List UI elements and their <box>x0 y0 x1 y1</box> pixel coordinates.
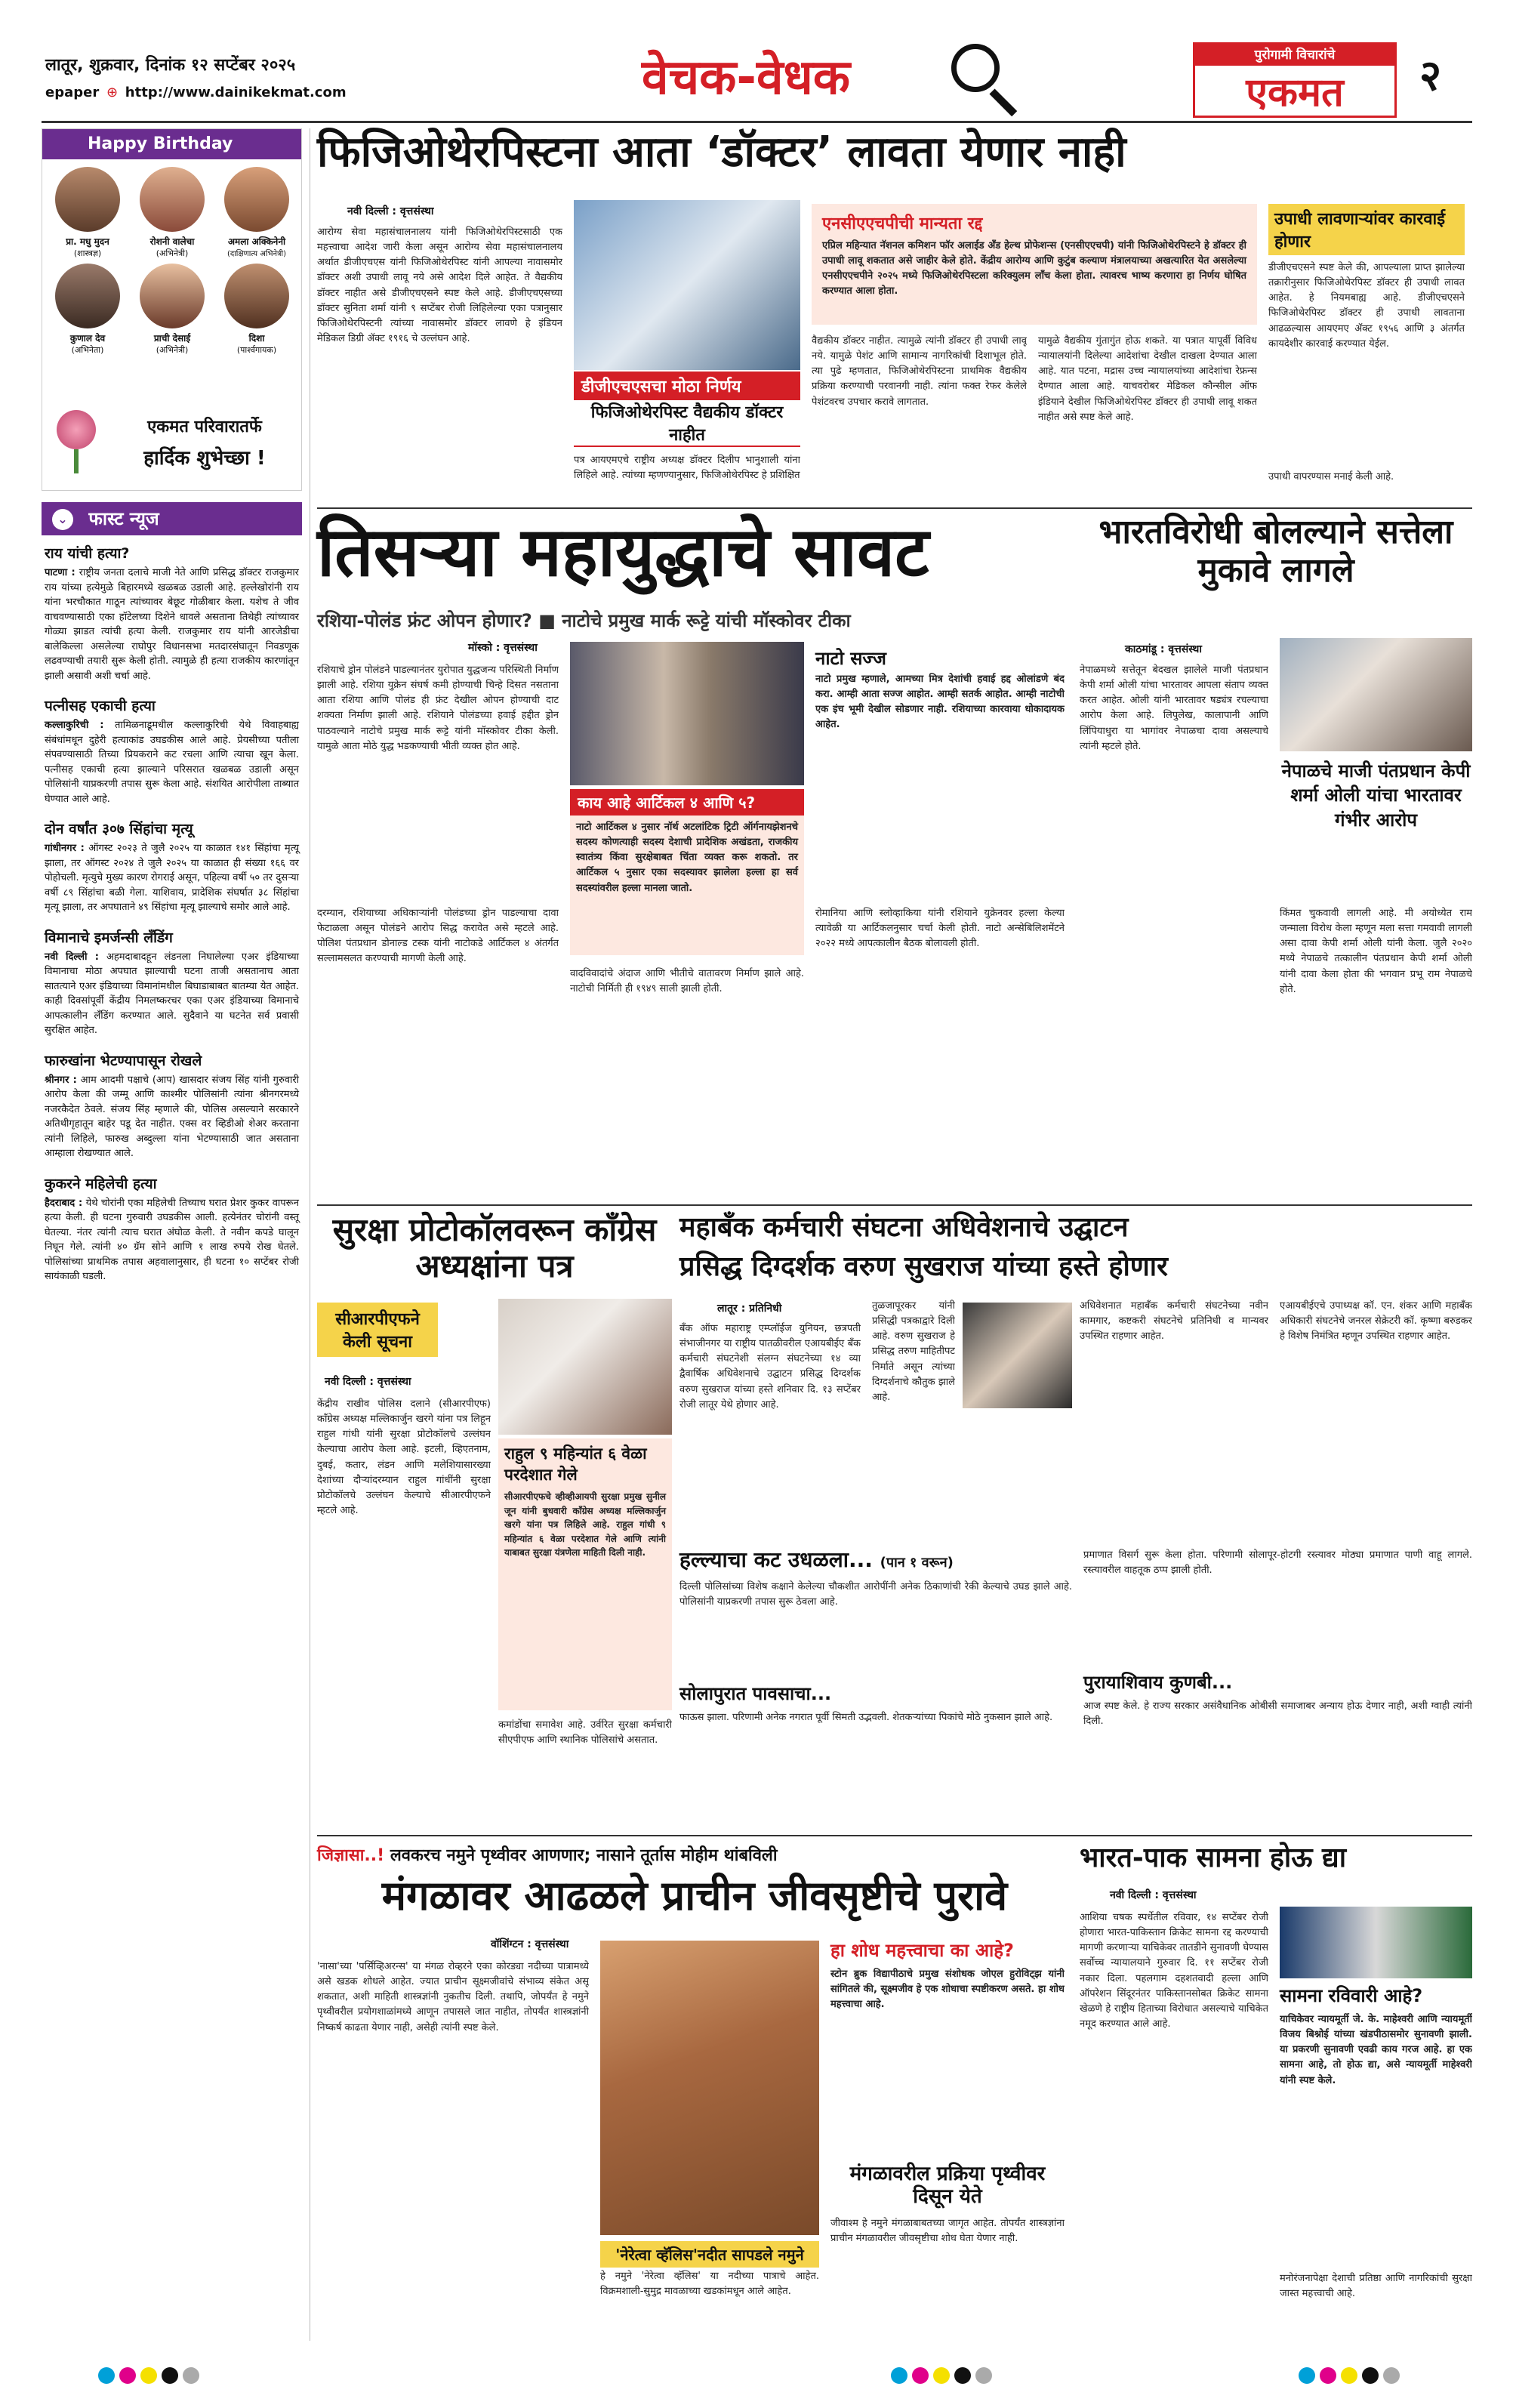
ww3-headline: तिसऱ्या महायुद्धाचे सावट <box>317 513 929 592</box>
brand-logo <box>1193 42 1397 118</box>
news-title: राय यांची हत्या? <box>45 545 130 562</box>
section-logo <box>642 36 1034 112</box>
story-rahul <box>317 1212 672 1831</box>
banner-tag: जिज्ञासा..! <box>317 1846 385 1865</box>
epaper-url[interactable]: http://www.dainikekmat.com <box>125 85 347 100</box>
fast-news-panel <box>42 502 302 2337</box>
indpak-box-title: सामना रविवारी आहे? <box>1280 1985 1423 2006</box>
person-role: (दाक्षिणात्य अभिनेत्री) <box>226 250 287 258</box>
attack-text: दिल्ली पोलिसांच्या विशेष कक्षाने केलेल्या चौकशीत आरोपींनी अनेक ठिकाणांची रेकी केल्याचे उघड झाले आहे. पोलिसांनी याप्रकरणी तपास सुरू ठेवला आहे. <box>679 1581 1072 1608</box>
life-photo-text: हे नमुने 'नेरेत्वा व्हॅलिस' या नदीच्या पात्राचे आहेत. विक्रमशाली-सुमुद्र मावळाच्या खडकांमधून आले आहेत. <box>600 2271 819 2298</box>
person-name: रोशनी वालेचा <box>149 236 195 247</box>
person-name: प्रा. मधु मुदन <box>66 236 109 247</box>
bank-col-1: बँक ऑफ महाराष्ट्र एम्प्लॉईज युनियन, छत्रपती संभाजीनगर या राष्ट्रीय पातळीवरील एआयबीईए बँक कर्मचारी संघटनेशी संलग्न संघटनेच्या १४ व्या द्वैवार्षिक अधिवेशनाचे उद्घाटन प्रसिद्ध दिग्दर्शक वरुण सुखराज यांच्या हस्ते शनिवार दि. १३ सप्टेंबर रोजी लातूर येथे होणार आहे. <box>679 1323 861 1411</box>
person-role: (अभिनेता) <box>71 345 104 355</box>
registration-marks-right <box>1299 2367 1404 2387</box>
news-title: कुकरने महिलेची हत्या <box>45 1175 157 1192</box>
birthday-person <box>216 167 297 259</box>
rahul-box-text: सीआरपीएफचे व्हीव्हीआयपी सुरक्षा प्रमुख सुनील जून यांनी बुधवारी काँग्रेस अध्यक्ष मल्लिकार्जुन खरगे यांना पत्र लिहिले आहे. राहुल गांधी ९ महिन्यांत ६ वेळा परदेशात गेले आणि त्यांनी याबाबत सुरक्षा यंत्रणेला माहिती दिली नाही. <box>504 1491 666 1559</box>
avatar <box>140 264 205 328</box>
indpak-photo <box>1280 1907 1472 1978</box>
ww3-nato-text: नाटो प्रमुख म्हणाले, आमच्या मित्र देशांची हवाई हद्द ओलांडणे बंद करा. आम्ही आता सज्ज आहोत. आम्ही सतर्क आहोत. आम्ही नाटोची एक इंच भूमी देखील सोडणार नाही. रशियाच्या कारवाया धोकादायक आहेत. <box>815 674 1065 731</box>
avatar <box>55 167 120 232</box>
story-bank <box>679 1212 1472 1544</box>
rahul-photo <box>498 1299 672 1435</box>
flower-icon <box>53 410 100 475</box>
ww3-box-title: काय आहे आर्टिकल ४ आणि ५? <box>570 789 804 816</box>
physio-caption-bottom: फिजिओथेरपिस्ट वैद्यकीय डॉक्टर नाहीत <box>574 400 800 447</box>
news-title: पत्नीसह एकाची हत्या <box>45 698 156 714</box>
rain-text: फाऊस झाला. परिणामी अनेक नगरात पूर्वी सिमती उद्भवली. शेतकऱ्यांच्या पिकांचे मोठे नुकसान झाले आहे. <box>679 1712 1053 1723</box>
physio-side-tail: उपाधी वापरण्यास मनाई केली आहे. <box>1268 471 1394 483</box>
attack-title: हल्ल्याचा कट उधळला... <box>679 1547 873 1572</box>
person-role: (अभिनेत्री) <box>156 345 189 355</box>
fast-news-item <box>42 695 302 806</box>
pur-title: पुरायाशिवाय कुणबी... <box>1083 1672 1233 1693</box>
fast-news-title: फास्ट न्यूज <box>88 508 159 529</box>
news-text: येथे चोरांनी एका महिलेची तिच्याच घरात प्रेशर कुकर वापरून हत्या केली. ही घटना गुरुवारी उघडकीस आली. हत्येनंतर चोरांनी वस्तू घेतल्या. नंतर त्यांनी त्याच घरात अंघोळ केली. ते नवीन कपडे घालून निघून गेले. त्यांनी ४० ग्रॅम सोने आणि १ लाख रुपये रोख घेतले. पोलिसांच्या प्राथमिक तपास अहवालानुसार, ही घटना १० सप्टेंबर रोजी सायंकाळी घडली. <box>45 1197 299 1282</box>
registration-marks-center <box>891 2367 997 2387</box>
person-role: (अभिनेत्री) <box>156 248 189 258</box>
indpak-dateline: नवी दिल्ली : वृत्तसंस्था <box>1110 1889 1197 1901</box>
bank-col-4: एआयबीईएचे उपाध्यक्ष कॉ. एन. शंकर आणि महाबँक अधिकारी संघटनेचे जनरल सेक्रेटरी कॉ. कृष्णा बरुडकर हे विशेष निमंत्रित म्हणून उपस्थित राहणार आहेत. <box>1280 1300 1472 1343</box>
life-headline: मंगळावर आढळले प्राचीन जीवसृष्टीचे पुरावे <box>381 1872 1008 1919</box>
physio-side-title: उपाधी लावणाऱ्यांवर कारवाई होणार <box>1268 204 1465 255</box>
news-dateline: हैदराबाद : <box>45 1197 83 1209</box>
indpak-box-text: याचिकेवर न्यायमूर्ती जे. के. माहेश्वरी आणि न्यायमूर्ती विजय बिश्नोई यांच्या खंडपीठासमोर सुनावणी झाली. या प्रकरणी सुनावणी एवढी काय गरज आहे. हा एक सामना आहे, तो होऊ द्या, असे न्यायमूर्ती माहेश्वरी यांनी स्पष्ट केले. <box>1280 2014 1472 2086</box>
birthday-person <box>131 167 213 259</box>
rahul-dateline: नवी दिल्ली : वृत्तसंस्था <box>325 1376 411 1388</box>
nepal-headline: भारतविरोधी बोलल्याने सत्तेला मुकावे लागले <box>1098 513 1453 590</box>
birthday-panel <box>42 128 302 491</box>
life-pr-text: जीवाश्म हे नमुने मंगळाबाबतच्या जागृत आहेत. तोपर्यंत शास्त्रज्ञांना प्राचीन मंगळावरील जीवसृष्टीचा शोध घेता येणार नाही. <box>830 2218 1065 2245</box>
indpak-col-1: आशिया चषक स्पर्धेतील रविवार, १४ सप्टेंबर रोजी होणारा भारत-पाकिस्तान क्रिकेट सामना रद्द करण्याची मागणी करणाऱ्या याचिकेवर तातडीने सुनावणी घेण्यास सर्वोच्च न्यायालयाने गुरुवार दि. ११ सप्टेंबर रोजी नकार दिला. पहलगाम दहशतवादी हल्ला आणि ऑपरेशन सिंदूरनंतर पाकिस्तानसोबत क्रिकेट सामना खेळणे हे राष्ट्रीय हिताच्या विरोधात असल्याचे याचिकेत नमूद करण्यात आले आहे. <box>1080 1912 1268 2030</box>
avatar <box>224 264 289 328</box>
fast-news-item <box>42 927 302 1038</box>
brand-tagline: पुरोगामी विचारांचे <box>1195 45 1394 66</box>
pur-text: आज स्पष्ट केले. हे राज्य सरकार असंवैधानिक ओबीसी समाजाबर अन्याय होऊ देणार नाही, अशी ग्वाही त्यांनी दिली. <box>1083 1700 1472 1728</box>
news-text: अहमदाबादहून लंडनला निघालेल्या एअर इंडियाच्या विमानाचा मोठा अपघात झाल्याची घटना ताजी असतानाच आता सातत्याने एअर इंडियाच्या विमानांमधील बिघाडाबाबत बातम्या येत आहेत. काही दिवसांपूर्वी केंद्रीय निमलष्करचर एका एअर इंडियाच्या विमानाचे आपत्कालीन लँडिंग करण्यात आले. सुदैवाने या घटनेत सर्व प्रवासी सुरक्षित आहेत. <box>45 951 299 1036</box>
page-number: २ <box>1419 51 1442 100</box>
person-name: प्राची देसाई <box>153 333 191 344</box>
story-physio <box>317 128 1472 506</box>
news-text: आम आदमी पक्षाचे (आप) खासदार संजय सिंह यांनी गुरुवारी आरोप केला की जम्मू आणि काश्मीर पोलिसांनी त्यांना श्रीनगरमध्ये नजरकैदेत ठेवले. संजय सिंह म्हणाले की, पोलिस असल्याने सरकारने अतिथीगृहातून बाहेर पडू देत नाहीत. एक्स वर व्हिडीओ शेअर करताना त्यांनी लिहिले, फारुख अब्दुल्ला यांना भेटण्यासाठी जात असताना आम्हाला रोखण्यात आले. <box>45 1074 300 1159</box>
rain-title: सोलापुरात पावसाचा... <box>679 1683 832 1704</box>
life-dateline: वॉशिंग्टन : वृत्तसंस्था <box>491 1938 569 1950</box>
news-title: विमानाचे इमर्जन्सी लँडिंग <box>45 929 173 946</box>
news-dateline: कल्लाकुरिची : <box>45 720 104 731</box>
attack-cont: (पान १ वरून) <box>880 1555 954 1571</box>
fast-news-item <box>42 819 302 915</box>
person-name: दिशा <box>248 333 265 344</box>
indpak-tail: मनोरंजनापेक्षा देशाची प्रतिष्ठा आणि नागरिकांची सुरक्षा जास्त महत्त्वाची आहे. <box>1280 2273 1472 2300</box>
birthday-person <box>47 264 128 356</box>
ww3-dateline: मॉस्को : वृत्तसंस्था <box>468 642 538 654</box>
section-logo-text: वेचक-वेधक <box>642 50 851 106</box>
news-title: फारुखांना भेटण्यापासून रोखले <box>45 1052 202 1069</box>
physio-side-text: डीजीएचएसने स्पष्ट केले की, आपल्याला प्राप्त झालेल्या तक्रारीनुसार फिजिओथेरपिस्ट डॉक्टर ही उपाधी लावत आहेत. हे नियमबाह्य आहे. डीजीएचएसने फिजिओथेरपिस्ट डॉक्टर ही उपाधी लावताना आढळल्यास आयएमए ॲक्ट १९५६ आणि ३ अंतर्गत कायदेशीर कारवाई करण्यात येईल. <box>1268 262 1465 350</box>
indpak-headline: भारत-पाक सामना होऊ द्या <box>1080 1842 1347 1873</box>
news-title: दोन वर्षांत ३०७ सिंहांचा मृत्यू <box>45 821 193 837</box>
physio-caption-top: डीजीएचएसचा मोठा निर्णय <box>574 372 800 400</box>
ww3-subhead: रशिया-पोलंड फ्रंट ओपन होणार? ■ नाटोचे प्रमुख मार्क रूट्टे यांची मॉस्कोवर टीका <box>317 610 851 631</box>
birthday-grid <box>47 167 297 356</box>
physio-headline: फिजिओथेरपिस्टना आता ‘डॉक्टर’ लावता येणार नाही <box>317 128 1126 177</box>
mars-photo <box>600 1941 819 2235</box>
physio-dateline: नवी दिल्ली : वृत्तसंस्था <box>347 205 434 217</box>
news-dateline: गांधीनगर : <box>45 843 85 854</box>
ww3-col-1: रशियाचे ड्रोन पोलंडने पाडल्यानंतर युरोपात युद्धजन्य परिस्थिती निर्माण झाली आहे. रशिया युक्रेन संघर्ष कमी होण्याची चिन्हे दिसत नसताना आता रशिया आणि पोलंड ही फ्रंट देखील ओपन होण्याची दाट शक्यता निर्माण झाली आहे. रशियाने पोलंडच्या हवाई हद्दीत ड्रोन पाठवल्याने नाटोचे प्रमुख मार्क रूट्टे यांनी मॉस्कोवर टीका केली. यामुळे आता मोठे युद्ध भडकण्याची भीती व्यक्त होत आहे. <box>317 664 559 752</box>
epaper-line <box>45 85 347 100</box>
bank-col-2: तुळजापूरकर यांनी प्रसिद्धी पत्रकाद्वारे दिली आहे. वरुण सुखराज हे प्रसिद्ध तरुण माहितीपट निर्माते असून त्यांच्या दिग्दर्शनाचे कौतुक झाले आहे. <box>872 1300 955 1403</box>
rahul-headline: सुरक्षा प्रोटोकॉलवरून काँग्रेस अध्यक्षांना पत्र <box>332 1211 657 1285</box>
brand-name: एकमत <box>1246 70 1344 116</box>
life-col-1: 'नासा'च्या 'पर्सिव्हिअरन्स' या मंगळ रोव्हरने एका कोरड्या नदीच्या पात्रामध्ये असे खडक शोधले आहेत. ज्यात प्राचीन सूक्ष्मजीवांचे संभाव्य संकेत असू शकतात, अशी माहिती शास्त्रज्ञांनी नुकतीच दिली. तथापि, जोपर्यंत हे नमुने पृथ्वीवरील प्रयोगशाळांमध्ये आणून तपासले जात नाहीत, तोपर्यंत शास्त्रज्ञांनी निष्कर्ष काढता येणार नाही, असेही त्यांनी स्पष्ट केले. <box>317 1961 589 2033</box>
rahul-col-1: केंद्रीय राखीव पोलिस दलाने (सीआरपीएफ) काँग्रेस अध्यक्ष मल्लिकार्जुन खरगे यांना पत्र लिहून राहुल गांधी यांनी सुरक्षा प्रोटोकॉलचे उल्लंघन केल्याचा आरोप केला आहे. इटली, व्हिएतनाम, दुबई, कतार, लंडन आणि मलेशियासारख्या देशांच्या दौऱ्यांदरम्यान राहुल गांधींनी सुरक्षा प्रोटोकॉलचे उल्लंघन केल्याचे सीआरपीएफने म्हटले आहे. <box>317 1398 491 1516</box>
magnifier-icon <box>951 44 1000 92</box>
fast-news-item <box>42 1173 302 1284</box>
news-dateline: श्रीनगर : <box>45 1074 77 1086</box>
bank-dateline: लातूर : प्रतिनिधी <box>717 1303 782 1315</box>
fast-news-item <box>42 1050 302 1161</box>
bank-headline-2: प्रसिद्ध दिग्दर्शक वरुण सुखराज यांच्या हस्ते होणार <box>679 1251 1168 1282</box>
avatar <box>224 167 289 232</box>
news-text: तामिळनाडूमधील कल्लाकुरिची येथे विवाहबाह्य संबंधांमधून दुहेरी हत्याकांड उघडकीस आले आहे. प्रेयसीच्या पतीला संपवण्यासाठी तिच्या प्रियकराने कट रचला आणि त्याचा खून केला. पत्नीसह एकाची हत्या झाल्याने परिसरात खळबळ उडाली असून पोलिसांनी याप्रकरणी तपास सुरू केला आहे. संशयित आरोपीला ताब्यात घेण्यात आले आहे. <box>45 720 300 805</box>
life-pr-title: मंगळावरील प्रक्रिया पृथ्वीवर दिसून येते <box>849 2163 1046 2208</box>
ww3-box-text: नाटो आर्टिकल ४ नुसार नॉर्थ अटलांटिक ट्रिटी ऑर्गनायझेशनचे सदस्य कोणत्याही सदस्य देशाची प्रादेशिक अखंडता, राजकीय स्वातंत्र्य किंवा सुरक्षेबाबत चिंता व्यक्त करू शकतो. तर आर्टिकल ५ नुसार एका सदस्यावर झालेला हल्ला हा सर्व सदस्यांवरील हल्ला मानला जातो. <box>576 822 798 894</box>
wish-line-2: हार्दिक शुभेच्छा ! <box>143 447 266 470</box>
nepal-col-3: किंमत चुकवावी लागली आहे. मी अयोध्येत राम जन्माला विरोध केला म्हणून मला सत्ता गमवावी लागली असा दावा केपी शर्मा ओली यांनी केला. जुलै २०२० मध्ये नेपाळचे तत्कालीन पंतप्रधान केपी शर्मा ओली यांनी दावा केला होता की भगवान प्रभू राम नेपाळचे होते. <box>1280 908 1472 995</box>
avatar <box>140 167 205 232</box>
news-text: ऑगस्ट २०२३ ते जुलै २०२५ या काळात १४१ सिंहांचा मृत्यू झाला, तर ऑगस्ट २०२४ ते जुलै २०२५ या काळात ही संख्या १६६ वर पोहोचली. मृत्युचे मुख्य कारण रोगराई असून, पहिल्या वर्षी ५० तर दुसऱ्या वर्षी ८९ सिंहांचा बळी गेला. याशिवाय, प्रादेशिक संघर्षात ३८ सिंहांचा मृत्यू झाला, तर अपघाताने ४९ सिंहांचा मृत्यू झाल्याचे समोर आले आहे. <box>45 843 299 913</box>
person-name: अमला अक्किनेनी <box>227 236 286 247</box>
birthday-wish <box>110 415 299 470</box>
story-life <box>317 1873 1072 2333</box>
masthead <box>0 0 1516 125</box>
fast-news-item <box>42 543 302 683</box>
physio-box-title: एनसीएएचपीची मान्यता रद्द <box>822 214 983 233</box>
rahul-box-title: राहुल ९ महिन्यांत ६ वेळा परदेशात गेले <box>504 1444 647 1484</box>
attack-headline <box>679 1548 954 1572</box>
physio-col-3: वैद्यकीय डॉक्टर नाहीत. त्यामुळे त्यांनी डॉक्टर ही उपाधी लावू नये. यामुळे पेशंट आणि सामान्य नागरिकांची दिशाभूल होते. त्या पुढे म्हणतात, फिजिओथेरपिस्टना प्राथमिक वैद्यकीय प्रक्रिया करण्याची परवानगी नाही. त्यांना फक्त रेफर केलेले पेशंटवरच उपचार करावे लागतात. <box>812 335 1027 408</box>
globe-icon: ⊕ <box>106 85 119 100</box>
physio-box <box>812 204 1257 325</box>
attack-right-text: प्रमाणात विसर्ग सुरू केला होता. परिणामी सोलापूर-होटगी रस्त्यावर मोठ्या प्रमाणात पाणी वाहू लागले. रस्त्यावरील वाहतूक ठप्प झाली होती. <box>1083 1549 1472 1577</box>
physio-col-4: यामुळे वैद्यकीय गुंतागुंत होऊ शकते. या पत्रात यापूर्वी विविध न्यायालयांनी दिलेल्या आदेशांचा देखील दाखला देण्यात आला आहे. यात पटना, मद्रास उच्च न्यायालयांच्या आदेशांचा रेफ्रन्स देण्यात आला आहे. याचवरोबर मेडिकल कौन्सील ऑफ इंडियाने देखील फिजिओथेरपिस्ट डॉक्टर ही उपाधी लावू शकत नाहीत असे स्पष्ट केले आहे. <box>1038 335 1257 423</box>
life-q-text: स्टोन ब्रुक विद्यापीठाचे प्रमुख संशोधक जोएल हुरोविट्झ यांनी सांगितले की, सूक्ष्मजीव हे एक शोधाचा स्पष्टीकरण असते. हा शोध महत्त्वाचा आहे. <box>830 1969 1065 2011</box>
ww3-col-3: वादविवादांचे अंदाज आणि भीतीचे वातावरण निर्माण झाले आहे. नाटोची निर्मिती ही १९४९ साली झाली होती. <box>570 968 804 995</box>
news-text: राष्ट्रीय जनता दलाचे माजी नेते आणि प्रसिद्ध डॉक्टर राजकुमार राय यांच्या हत्येमुळे बिहारमध्ये खळबळ उडाली आहे. हल्लेखोरांनी राय यांना भरचौकात गाठून त्यांच्यावर बेछूट गोळीबार केला. यशेच ते जीव वाचवण्यासाठी एका हॉटेलच्या दिशेने धावले असताना तिथेही त्यांच्यावर गोळ्या झाडत त्यांची हत्या केली. राजकुमार राय यांनी आरजेडीचा बालेकिल्ला असलेल्या राघोपुर विधानसभा मतदारसंघातून निवडणूक लढवण्याची तयारी सुरू केली होती. त्यामुळे ही हत्या राजकीय कारणांतून झाली असावी अशी चर्चा आहे. <box>45 567 299 682</box>
ww3-nato-title: नाटो सज्ज <box>815 648 886 669</box>
mars-banner <box>317 1841 1072 1871</box>
banner-text: लवकरच नमुने पृथ्वीवर आणणार; नासाने तूर्तास मोहीम थांबविली <box>390 1846 778 1865</box>
ww3-col-5: रोमानिया आणि स्लोव्हाकिया यांनी रशियाने युक्रेनवर हल्ला केल्या त्यावेळी या आर्टिकलनुसार चर्चा केली होती. नाटो अन्सेबिलिशमेंटने २०२२ मध्ये आपत्कालीन बैठक बोलावली होती. <box>815 908 1065 950</box>
nepal-photo <box>1280 638 1472 751</box>
story-indpak <box>1080 1842 1472 2333</box>
ww3-box <box>570 789 804 955</box>
bank-photo <box>963 1303 1072 1408</box>
epaper-label: epaper <box>45 85 100 100</box>
nepal-col-1: नेपाळमध्ये सत्तेतून बेदखल झालेले माजी पंतप्रधान केपी शर्मा ओली यांचा भारतावर आपला संताप व्यक्त करत आहेत. ओली यांनी भारतावर षड्यंत्र रचल्याचा आरोप केला आहे. लिपुलेख, कालापानी आणि लिंपियाधुरा या भागांवर नेपाळचा दावा असल्याचे त्यांनी म्हटले होते. <box>1080 664 1268 752</box>
physio-photo <box>574 200 800 370</box>
physio-col-2: पत्र आयएमएचे राष्ट्रीय अध्यक्ष डॉक्टर दिलीप भानुशाली यांना लिहिले आहे. त्यांच्या म्हणण्यानुसार, फिजिओथेरपिस्ट हे प्रशिक्षित <box>574 455 800 482</box>
life-photo-caption: 'नेरेत्वा व्हॅलिस'नदीत सापडले नमुने <box>600 2241 819 2268</box>
person-role: (शास्त्रज्ञ) <box>73 248 102 258</box>
person-role: (पार्श्वगायक) <box>236 345 277 355</box>
physio-col-1: आरोग्य सेवा महासंचालनालय यांनी फिजिओथेरपिस्टसाठी एक महत्त्वाचा आदेश जारी केला असून आरोग्य सेवा महासंचालनालय अर्थात डीजीएचएस यांनी फिजिओथेरपिस्ट यांनी आपल्या नावासमोर डॉक्टर अशी उपाधी लावू नये असे आदेश दिले आहेत. ते वैद्यकीय डॉक्टर नाहीत असे डीजीएचएसने स्पष्ट केले आहे. डीजीएचएसच्या डॉक्टर सुनिता शर्मा यांनी ९ सप्टेंबर रोजी लिहिलेल्या एका पत्रानुसार फिजिओथेरपिस्टनी त्यांच्या नावासमोर डॉक्टर लावणे हे इंडियन मेडिकल डिग्री ॲक्ट १९१६ चे उल्लंघन आहे. <box>317 227 562 344</box>
birthday-person <box>47 167 128 259</box>
bank-headline-1: महाबँक कर्मचारी संघटना अधिवेशनाचे उद्घाटन <box>679 1212 1129 1243</box>
ww3-col-2: दरम्यान, रशियाच्या अधिकाऱ्यांनी पोलंडच्या ड्रोन पाडल्याचा दावा फेटाळला असून पोलंडने आरोप सिद्ध करावेत असे म्हटले आहे. पोलिश पंतप्रधान डोनाल्ड टस्क यांनी नाटोकडे आर्टिकल ४ अंतर्गत सल्लामसलत करण्याची मागणी केली आहे. <box>317 908 559 965</box>
life-q-title: हा शोध महत्त्वाचा का आहे? <box>830 1940 1014 1961</box>
rahul-sub-label: सीआरपीएफने केली सूचना <box>317 1303 438 1357</box>
rahul-col-3: कमांडोंचा समावेश आहे. उर्वरित सुरक्षा कर्मचारी सीएपीएफ आणि स्थानिक पोलिसांचे असतात. <box>498 1719 672 1747</box>
bank-col-3: अधिवेशनात महाबँक कर्मचारी संघटनेच्या नवीन कामगार, कष्टकरी संघटनेचे प्रतिनिधी व मान्यवर उपस्थित राहणार आहेत. <box>1080 1300 1268 1343</box>
date-line: लातूर, शुक्रवार, दिनांक १२ सप्टेंबर २०२५ <box>45 56 296 75</box>
nepal-caption: नेपाळचे माजी पंतप्रधान केपी शर्मा ओली यांचा भारतावर गंभीर आरोप <box>1281 760 1471 831</box>
birthday-person <box>131 264 213 356</box>
avatar <box>55 264 120 328</box>
story-attack <box>679 1548 1472 1831</box>
story-ww3 <box>317 513 1072 1201</box>
registration-marks-left <box>98 2367 204 2387</box>
news-dateline: नवी दिल्ली : <box>45 951 99 963</box>
person-name: कुणाल देव <box>69 333 106 344</box>
story-nepal <box>1080 513 1472 1201</box>
physio-box-text: एप्रिल महिन्यात नॅशनल कमिशन फॉर अलाईड अँड हेल्थ प्रोफेशन्स (एनसीएएचपी) यांनी फिजिओथेरपिस्टने हे डॉक्टर ही उपाधी लावू शकतात असे जाहीर केले होते. केंद्रीय आरोग्य आणि कुटुंब कल्याण मंत्रालयाच्या अखत्यारित येत असलेल्या एनसीएएचपीने २०२५ मध्ये फिजिओथेरपिस्टला करिक्युलम लॉंच केला होता. त्यावरच भाष्य करणारा हा निर्णय घोषित करण्यात आला होता. <box>822 240 1246 298</box>
birthday-person <box>216 264 297 356</box>
ww3-photo <box>570 642 804 785</box>
rahul-box <box>498 1438 672 1710</box>
fast-news-header <box>42 502 302 535</box>
chevron-down-icon: ⌄ <box>52 509 73 530</box>
wish-line-1: एकमत परिवारातर्फे <box>147 418 262 436</box>
news-dateline: पाटणा : <box>45 567 75 578</box>
nepal-dateline: काठमांडू : वृत्तसंस्था <box>1125 643 1203 655</box>
birthday-title: Happy Birthday <box>42 129 301 159</box>
